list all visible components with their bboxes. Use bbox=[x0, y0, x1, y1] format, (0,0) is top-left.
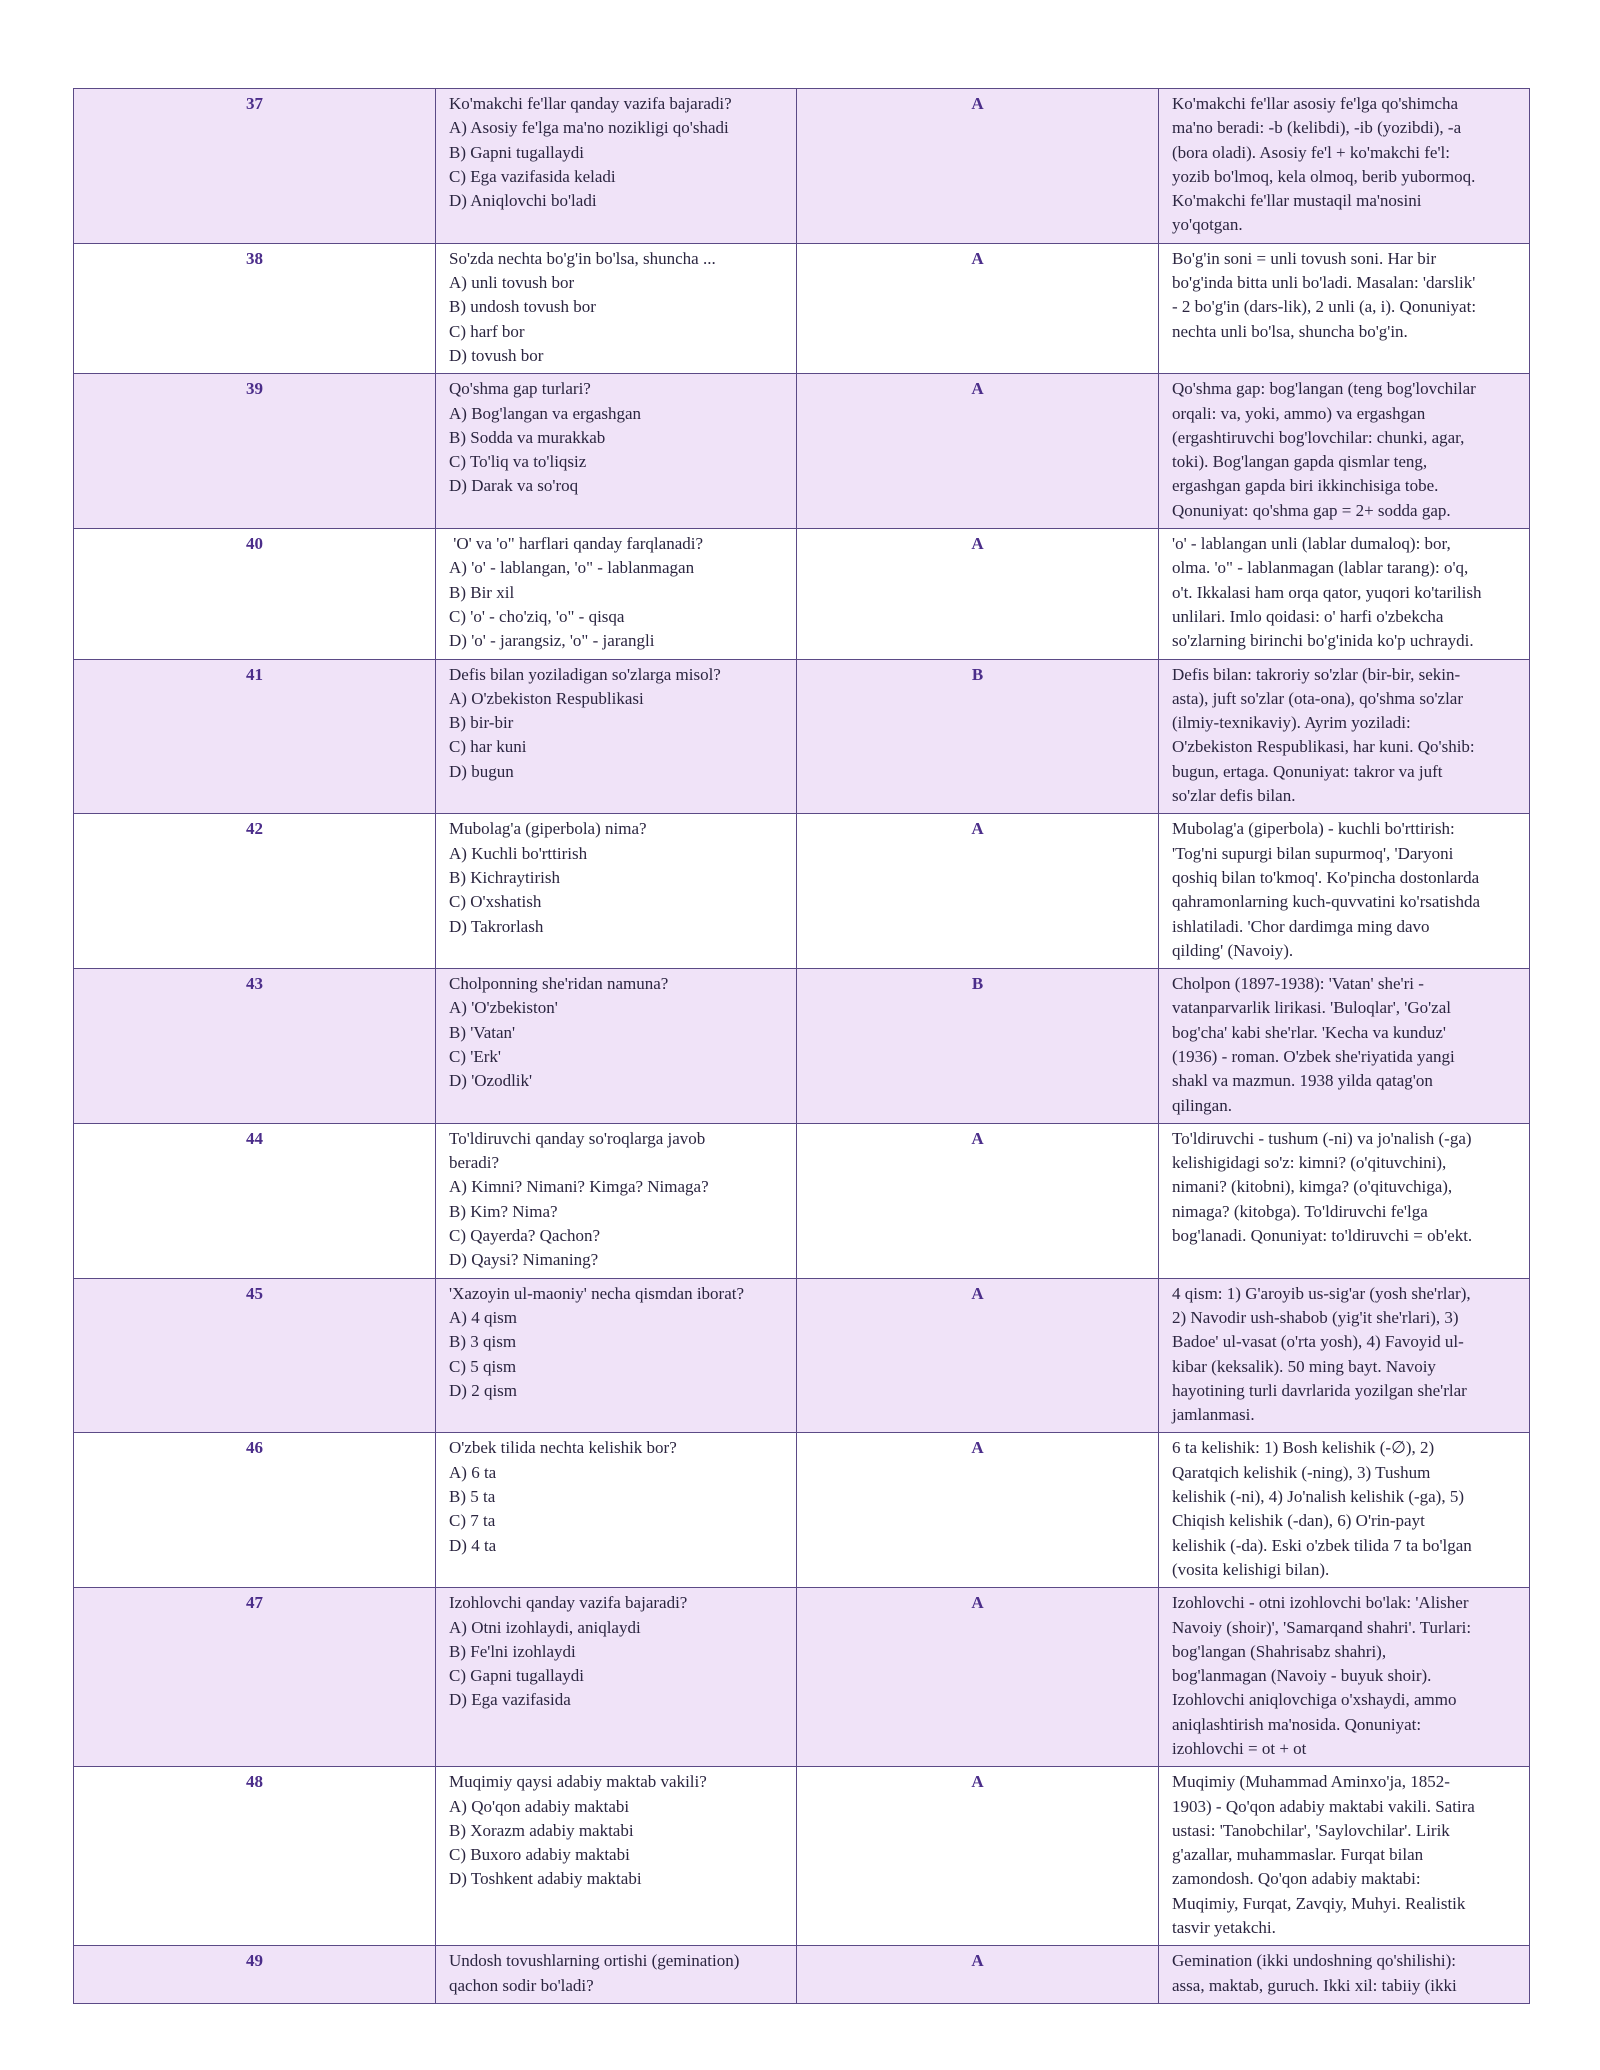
question-cell bbox=[436, 659, 797, 814]
explanation-line: 4 qism: 1) G'aroyib us-sig'ar (yosh she'rlar), bbox=[1172, 1283, 1471, 1303]
question-line: A) Otni izohlaydi, aniqlaydi bbox=[449, 1617, 641, 1637]
explanation-cell bbox=[1159, 659, 1530, 814]
question-line: A) 'O'zbekiston' bbox=[449, 998, 558, 1018]
explanation-line: bugun, ertaga. Qonuniyat: takror va juft bbox=[1172, 761, 1443, 781]
question-line: 'Xazoyin ul-maoniy' necha qismdan iborat? bbox=[449, 1283, 745, 1303]
explanation-cell bbox=[1159, 243, 1530, 373]
explanation-line: Chiqish kelishik (-dan), 6) O'rin-payt bbox=[1172, 1511, 1425, 1531]
explanation-line: olma. 'o" - lablanmagan (lablar tarang): o'q, bbox=[1172, 558, 1469, 578]
explanation-line: assa, maktab, guruch. Ikki xil: tabiiy (ikki bbox=[1172, 1975, 1457, 1995]
question-line: C) Qayerda? Qachon? bbox=[449, 1226, 601, 1246]
explanation-line: To'ldiruvchi - tushum (-ni) va jo'nalish (-ga) bbox=[1172, 1128, 1472, 1148]
question-line: C) 7 ta bbox=[449, 1511, 496, 1531]
explanation-line: Ko'makchi fe'llar mustaqil ma'nosini bbox=[1172, 191, 1422, 211]
question-line: C) O'xshatish bbox=[449, 892, 542, 912]
question-line: D) 'Ozodlik' bbox=[449, 1071, 533, 1091]
qa-table bbox=[73, 88, 1530, 2004]
question-cell bbox=[436, 1433, 797, 1588]
question-number: 47 bbox=[74, 1588, 436, 1767]
question-line: B) bir-bir bbox=[449, 713, 514, 733]
explanation-line: Ko'makchi fe'llar asosiy fe'lga qo'shimcha bbox=[1172, 94, 1459, 113]
question-number: 41 bbox=[74, 659, 436, 814]
explanation-line: Qonuniyat: qo'shma gap = 2+ sodda gap. bbox=[1172, 500, 1451, 520]
answer-letter: B bbox=[797, 969, 1159, 1124]
explanation-line: Muqimiy, Furqat, Zavqiy, Muhyi. Realistik bbox=[1172, 1893, 1466, 1913]
question-line: B) 5 ta bbox=[449, 1487, 496, 1507]
question-cell bbox=[436, 969, 797, 1124]
explanation-line: (bora oladi). Asosiy fe'l + ko'makchi fe'l: bbox=[1172, 142, 1450, 162]
explanation-line: 'Tog'ni supurgi bilan supurmoq', 'Daryoni bbox=[1172, 843, 1454, 863]
question-line: Muqimiy qaysi adabiy maktab vakili? bbox=[449, 1772, 707, 1792]
question-line: So'zda nechta bo'g'in bo'lsa, shuncha ... bbox=[449, 248, 716, 268]
question-cell bbox=[436, 814, 797, 969]
explanation-line: Muqimiy (Muhammad Aminxo'ja, 1852- bbox=[1172, 1772, 1450, 1792]
question-line: B) Sodda va murakkab bbox=[449, 427, 606, 447]
answer-letter: A bbox=[797, 1123, 1159, 1278]
question-line: D) tovush bor bbox=[449, 345, 544, 365]
qa-table-body bbox=[74, 89, 1530, 2004]
explanation-line: (ergashtiruvchi bog'lovchilar: chunki, agar, bbox=[1172, 427, 1465, 447]
question-line: A) Asosiy fe'lga ma'no nozikligi qo'shadi bbox=[449, 118, 729, 138]
explanation-line: kibar (keksalik). 50 ming bayt. Navoiy bbox=[1172, 1356, 1436, 1376]
explanation-line: 6 ta kelishik: 1) Bosh kelishik (-∅), 2) bbox=[1172, 1438, 1435, 1458]
question-line: A) 'o' - lablangan, 'o" - lablanmagan bbox=[449, 558, 695, 578]
question-line: B) Bir xil bbox=[449, 582, 515, 602]
explanation-line: orqali: va, yoki, ammo) va ergashgan bbox=[1172, 403, 1426, 423]
question-line: C) 'Erk' bbox=[449, 1046, 501, 1066]
answer-letter: A bbox=[797, 374, 1159, 529]
explanation-cell bbox=[1159, 1278, 1530, 1433]
table-row bbox=[74, 1123, 1530, 1278]
answer-letter: A bbox=[797, 1767, 1159, 1946]
question-cell bbox=[436, 529, 797, 659]
explanation-line: so'zlarning birinchi bo'g'inida ko'p uchraydi. bbox=[1172, 631, 1474, 651]
question-number: 39 bbox=[74, 374, 436, 529]
explanation-line: bo'g'inda bitta unli bo'ladi. Masalan: 'darslik' bbox=[1172, 273, 1476, 293]
question-number: 38 bbox=[74, 243, 436, 373]
answer-letter: A bbox=[797, 89, 1159, 244]
question-number: 44 bbox=[74, 1123, 436, 1278]
explanation-line: Qo'shma gap: bog'langan (teng bog'lovchilar bbox=[1172, 379, 1476, 399]
answer-letter: A bbox=[797, 529, 1159, 659]
table-row bbox=[74, 814, 1530, 969]
question-cell bbox=[436, 1946, 797, 2004]
question-line: B) Kichraytirish bbox=[449, 867, 560, 887]
explanation-line: nimani? (kitobni), kimga? (o'qituvchiga), bbox=[1172, 1177, 1453, 1197]
explanation-line: Izohlovchi aniqlovchiga o'xshaydi, ammo bbox=[1172, 1690, 1457, 1710]
question-cell bbox=[436, 1588, 797, 1767]
question-line: qachon sodir bo'ladi? bbox=[449, 1975, 594, 1995]
question-cell bbox=[436, 1123, 797, 1278]
explanation-line: kelishik (-da). Eski o'zbek tilida 7 ta bo'lgan bbox=[1172, 1535, 1472, 1555]
explanation-line: Bo'g'in soni = unli tovush soni. Har bir bbox=[1172, 248, 1437, 268]
explanation-line: hayotining turli davrlarida yozilgan she'rlar bbox=[1172, 1380, 1467, 1400]
question-number: 48 bbox=[74, 1767, 436, 1946]
question-cell bbox=[436, 374, 797, 529]
table-row bbox=[74, 243, 1530, 373]
explanation-line: qahramonlarning kuch-quvvatini ko'rsatishda bbox=[1172, 892, 1481, 912]
explanation-line: (vosita kelishigi bilan). bbox=[1172, 1559, 1330, 1579]
explanation-line: bog'lanmagan (Navoiy - buyuk shoir). bbox=[1172, 1666, 1432, 1686]
table-row bbox=[74, 659, 1530, 814]
answer-letter: A bbox=[797, 1588, 1159, 1767]
explanation-line: - 2 bo'g'in (dars-lik), 2 unli (a, i). Qonuniyat: bbox=[1172, 297, 1477, 317]
explanation-line: qilingan. bbox=[1172, 1095, 1232, 1115]
explanation-line: izohlovchi = ot + ot bbox=[1172, 1739, 1307, 1758]
explanation-line: shakl va mazmun. 1938 yilda qatag'on bbox=[1172, 1071, 1433, 1091]
question-cell bbox=[436, 243, 797, 373]
answer-letter: A bbox=[797, 1433, 1159, 1588]
explanation-line: nechta unli bo'lsa, shuncha bo'g'in. bbox=[1172, 321, 1408, 341]
answer-letter: B bbox=[797, 659, 1159, 814]
question-cell bbox=[436, 1278, 797, 1433]
explanation-line: bog'lanadi. Qonuniyat: to'ldiruvchi = ob'ekt. bbox=[1172, 1226, 1473, 1246]
table-row bbox=[74, 89, 1530, 244]
question-line: 'O' va 'o" harflari qanday farqlanadi? bbox=[449, 534, 704, 554]
question-number: 45 bbox=[74, 1278, 436, 1433]
question-line: A) 6 ta bbox=[449, 1462, 497, 1482]
question-line: A) unli tovush bor bbox=[449, 273, 575, 293]
question-line: A) Kuchli bo'rttirish bbox=[449, 843, 588, 863]
question-line: C) 'o' - cho'ziq, 'o" - qisqa bbox=[449, 606, 625, 626]
explanation-line: asta), juft so'zlar (ota-ona), qo'shma so'zlar bbox=[1172, 688, 1464, 708]
question-number: 42 bbox=[74, 814, 436, 969]
explanation-line: nimaga? (kitobga). To'ldiruvchi fe'lga bbox=[1172, 1201, 1428, 1221]
question-line: B) 'Vatan' bbox=[449, 1022, 516, 1042]
question-line: D) Toshkent adabiy maktabi bbox=[449, 1869, 642, 1889]
explanation-cell bbox=[1159, 89, 1530, 244]
question-line: D) 'o' - jarangsiz, 'o" - jarangli bbox=[449, 631, 655, 651]
explanation-line: Badoe' ul-vasat (o'rta yosh), 4) Favoyid ul- bbox=[1172, 1332, 1464, 1352]
table-row bbox=[74, 1433, 1530, 1588]
explanation-line: unlilari. Imlo qoidasi: o' harfi o'zbekcha bbox=[1172, 606, 1444, 626]
explanation-line: yozib bo'lmoq, kela olmoq, berib yubormoq. bbox=[1172, 166, 1476, 186]
question-line: beradi? bbox=[449, 1153, 500, 1173]
question-line: D) 2 qism bbox=[449, 1380, 517, 1400]
question-line: A) Qo'qon adabiy maktabi bbox=[449, 1796, 630, 1816]
explanation-line: Mubolag'a (giperbola) - kuchli bo'rttirish: bbox=[1172, 819, 1455, 839]
explanation-line: Defis bilan: takroriy so'zlar (bir-bir, sekin- bbox=[1172, 664, 1461, 684]
explanation-line: yo'qotgan. bbox=[1172, 215, 1243, 235]
question-line: Undosh tovushlarning ortishi (gemination) bbox=[449, 1951, 740, 1971]
explanation-line: Cholpon (1897-1938): 'Vatan' she'ri - bbox=[1172, 974, 1424, 994]
question-number: 43 bbox=[74, 969, 436, 1124]
question-line: A) 4 qism bbox=[449, 1307, 517, 1327]
table-row bbox=[74, 374, 1530, 529]
question-line: Qo'shma gap turlari? bbox=[449, 379, 591, 399]
answer-letter: A bbox=[797, 1278, 1159, 1433]
explanation-cell bbox=[1159, 374, 1530, 529]
explanation-line: ergashgan gapda biri ikkinchisiga tobe. bbox=[1172, 476, 1439, 496]
question-cell bbox=[436, 89, 797, 244]
explanation-cell bbox=[1159, 1588, 1530, 1767]
question-line: C) To'liq va to'liqsiz bbox=[449, 452, 587, 472]
question-line: D) Aniqlovchi bo'ladi bbox=[449, 191, 597, 211]
question-line: B) Xorazm adabiy maktabi bbox=[449, 1820, 634, 1840]
explanation-line: toki). Bog'langan gapda qismlar teng, bbox=[1172, 452, 1428, 472]
explanation-line: kelishigidagi so'z: kimni? (o'qituvchini), bbox=[1172, 1153, 1447, 1173]
table-row bbox=[74, 529, 1530, 659]
explanation-line: (1936) - roman. O'zbek she'riyatida yangi bbox=[1172, 1046, 1455, 1066]
question-line: A) Bog'langan va ergashgan bbox=[449, 403, 642, 423]
explanation-line: ustasi: 'Tanobchilar', 'Saylovchilar'. Lirik bbox=[1172, 1820, 1450, 1840]
question-line: C) harf bor bbox=[449, 321, 525, 341]
explanation-cell bbox=[1159, 1767, 1530, 1946]
question-line: C) har kuni bbox=[449, 737, 527, 757]
question-line: C) Gapni tugallaydi bbox=[449, 1666, 585, 1686]
question-line: D) Takrorlash bbox=[449, 916, 544, 936]
explanation-line: aniqlashtirish ma'nosida. Qonuniyat: bbox=[1172, 1714, 1422, 1734]
explanation-line: 1903) - Qo'qon adabiy maktabi vakili. Satira bbox=[1172, 1796, 1475, 1816]
explanation-cell bbox=[1159, 1946, 1530, 2004]
question-number: 46 bbox=[74, 1433, 436, 1588]
answer-letter: A bbox=[797, 1946, 1159, 2004]
question-line: D) bugun bbox=[449, 761, 514, 781]
explanation-line: 2) Navodir ush-shabob (yig'it she'rlari), 3) bbox=[1172, 1307, 1459, 1327]
question-number: 37 bbox=[74, 89, 436, 244]
table-row bbox=[74, 969, 1530, 1124]
question-line: D) Ega vazifasida bbox=[449, 1690, 571, 1710]
question-line: B) undosh tovush bor bbox=[449, 297, 596, 317]
question-line: A) Kimni? Nimani? Kimga? Nimaga? bbox=[449, 1177, 709, 1197]
question-line: O'zbek tilida nechta kelishik bor? bbox=[449, 1438, 677, 1458]
explanation-line: bog'cha' kabi she'rlar. 'Kecha va kunduz' bbox=[1172, 1022, 1446, 1042]
question-line: Cholponning she'ridan namuna? bbox=[449, 974, 669, 994]
question-line: D) Qaysi? Nimaning? bbox=[449, 1250, 599, 1270]
explanation-cell bbox=[1159, 529, 1530, 659]
question-cell bbox=[436, 1767, 797, 1946]
explanation-line: Navoiy (shoir)', 'Samarqand shahri'. Turlari: bbox=[1172, 1617, 1472, 1637]
explanation-cell bbox=[1159, 969, 1530, 1124]
question-line: D) 4 ta bbox=[449, 1535, 497, 1555]
explanation-line: vatanparvarlik lirikasi. 'Buloqlar', 'Go'zal bbox=[1172, 998, 1451, 1018]
explanation-line: Qaratqich kelishik (-ning), 3) Tushum bbox=[1172, 1462, 1431, 1482]
explanation-cell bbox=[1159, 814, 1530, 969]
question-number: 49 bbox=[74, 1946, 436, 2004]
explanation-line: ishlatiladi. 'Chor dardimga ming davo bbox=[1172, 916, 1430, 936]
explanation-line: ma'no beradi: -b (kelibdi), -ib (yozibdi), -a bbox=[1172, 118, 1462, 138]
question-line: A) O'zbekiston Respublikasi bbox=[449, 688, 644, 708]
question-line: C) Buxoro adabiy maktabi bbox=[449, 1845, 630, 1865]
question-line: B) 3 qism bbox=[449, 1332, 517, 1352]
explanation-line: qilding' (Navoiy). bbox=[1172, 940, 1294, 960]
explanation-line: 'o' - lablangan unli (lablar dumaloq): bor, bbox=[1172, 534, 1451, 554]
table-row bbox=[74, 1588, 1530, 1767]
explanation-line: jamlanmasi. bbox=[1172, 1405, 1255, 1425]
explanation-line: Gemination (ikki undoshning qo'shilishi): bbox=[1172, 1951, 1457, 1971]
question-line: C) 5 qism bbox=[449, 1356, 517, 1376]
explanation-cell bbox=[1159, 1433, 1530, 1588]
question-line: C) Ega vazifasida keladi bbox=[449, 166, 616, 186]
explanation-line: qoshiq bilan to'kmoq'. Ko'pincha dostonlarda bbox=[1172, 867, 1480, 887]
question-line: Mubolag'a (giperbola) nima? bbox=[449, 819, 647, 839]
explanation-line: zamondosh. Qo'qon adabiy maktabi: bbox=[1172, 1869, 1421, 1889]
explanation-line: tasvir yetakchi. bbox=[1172, 1918, 1276, 1938]
question-number: 40 bbox=[74, 529, 436, 659]
answer-letter: A bbox=[797, 243, 1159, 373]
table-row bbox=[74, 1278, 1530, 1433]
question-line: D) Darak va so'roq bbox=[449, 476, 579, 496]
explanation-line: O'zbekiston Respublikasi, har kuni. Qo'shib: bbox=[1172, 737, 1475, 757]
answer-letter: A bbox=[797, 814, 1159, 969]
explanation-cell bbox=[1159, 1123, 1530, 1278]
explanation-line: bog'langan (Shahrisabz shahri), bbox=[1172, 1641, 1387, 1661]
table-row bbox=[74, 1946, 1530, 2004]
question-line: B) Kim? Nima? bbox=[449, 1201, 558, 1221]
question-line: Defis bilan yoziladigan so'zlarga misol? bbox=[449, 664, 721, 684]
question-line: Izohlovchi qanday vazifa bajaradi? bbox=[449, 1593, 688, 1613]
explanation-line: (ilmiy-texnikaviy). Ayrim yoziladi: bbox=[1172, 713, 1411, 733]
question-line: To'ldiruvchi qanday so'roqlarga javob bbox=[449, 1128, 706, 1148]
question-line: B) Gapni tugallaydi bbox=[449, 142, 585, 162]
explanation-line: g'azallar, muhammaslar. Furqat bilan bbox=[1172, 1845, 1424, 1865]
explanation-line: so'zlar defis bilan. bbox=[1172, 786, 1296, 806]
question-line: B) Fe'lni izohlaydi bbox=[449, 1641, 576, 1661]
question-line: Ko'makchi fe'llar qanday vazifa bajaradi? bbox=[449, 94, 732, 113]
explanation-line: kelishik (-ni), 4) Jo'nalish kelishik (-ga), 5) bbox=[1172, 1487, 1465, 1507]
table-row bbox=[74, 1767, 1530, 1946]
explanation-line: Izohlovchi - otni izohlovchi bo'lak: 'Alisher bbox=[1172, 1593, 1469, 1613]
explanation-line: o't. Ikkalasi ham orqa qator, yuqori ko'tarilish bbox=[1172, 582, 1482, 602]
